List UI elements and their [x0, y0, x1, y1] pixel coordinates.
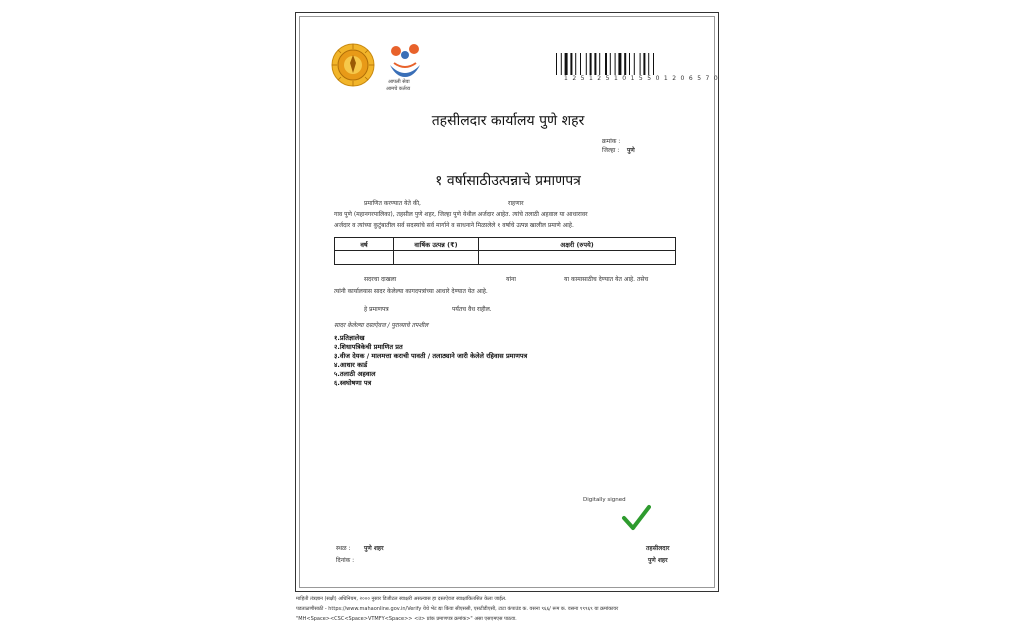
- barcode-bar: [610, 53, 611, 75]
- district-value: पुणे: [627, 147, 635, 154]
- barcode-bar: [575, 53, 576, 75]
- office-title: तहसीलदार कार्यालय पुणे शहर: [431, 113, 585, 129]
- certificate-page: [295, 12, 719, 592]
- body-line-1-left: प्रमाणित करण्यात येते की,: [364, 200, 421, 207]
- barcode-bar: [565, 53, 568, 75]
- body-line-3: अर्जदार व त्यांच्या कुटुंबातील सर्व सदस्यांचे सर्व मार्गाने व साधनाने मिळालेले १ वर्षाचे उत्पन्न खालील प्रमाणे आहे.: [334, 222, 574, 229]
- barcode-bar: [615, 53, 616, 75]
- after-line-2: त्यांनी कार्यालयास सादर केलेल्या कागदपत्रांच्या आधारे देण्यात येत आहे.: [334, 288, 488, 295]
- footer-line-3: "MH<Space><CSC<Space>VTMFY<Space>> <उ> प्रांक प्रमाणपत्र क्रमांक>" असा एसएमएस पाठवा.: [296, 616, 517, 622]
- check-icon: [621, 503, 651, 533]
- after-line-1b: यांना: [506, 276, 516, 283]
- list-item: ४.आधार कार्ड: [334, 361, 368, 369]
- validity-a: हे प्रमाणपत्र: [364, 306, 389, 313]
- barcode-bar: [618, 53, 621, 75]
- barcode-bar: [561, 53, 562, 75]
- table-cell: [335, 251, 394, 265]
- barcode-bar: [648, 53, 649, 75]
- table-cell: [394, 251, 479, 265]
- barcode-bar: [590, 53, 592, 75]
- signatory-place: पुणे शहर: [648, 557, 668, 564]
- barcode-bar: [605, 53, 607, 75]
- footer-line-2: पडताळणीसाठी - https://www.mahaonline.gov.in/Verify येथे भेट द्या किंवा सीएससी, एसटीडीएसी, टाटा कंपाउंड क. वसना ९६६/ रूम क. वसना ९९९६९ या क्रमांकावर: [296, 606, 619, 612]
- barcode-bar: [580, 53, 581, 75]
- barcode-bar: [634, 53, 635, 75]
- footer-line-1: माहिती तंत्रज्ञान (सक्षी) अधिनियम, २००० नुसार डिजीटल स्वाक्षरी असल्यास हा दस्तऐवज स्वाक्षांकितसित केला जाईल.: [296, 596, 507, 602]
- list-item: २.शिधापत्रिकेची प्रमाणित प्रत: [334, 343, 403, 351]
- barcode: [556, 53, 678, 75]
- table-cell: [479, 251, 676, 265]
- barcode-bar: [556, 53, 557, 75]
- number-label: क्रमांक :: [602, 138, 621, 145]
- barcode-bar: [653, 53, 654, 75]
- page-border: [299, 16, 715, 588]
- district-label: जिल्हा :: [602, 147, 620, 154]
- place-value: पुणे शहर: [364, 545, 384, 552]
- table-header-income: वार्षिक उत्पन्न (₹): [394, 238, 479, 251]
- list-item: ६.स्वघोषणा पत्र: [334, 379, 372, 387]
- logo-text-2: आमचे कर्तव्य: [386, 86, 411, 92]
- body-line-1-right: राहणार: [508, 200, 524, 207]
- body-line-2: गाव पुणे (महानगरपालिका), तहसील पुणे शहर, जिल्हा पुणे येथील अर्जदार आहेत. त्यांचे तलाठी अहवाल या आधारावर: [334, 211, 588, 218]
- maharashtra-seal-icon: [331, 43, 375, 87]
- date-label: दिनांक :: [336, 557, 355, 564]
- digitally-signed-label: Digitally signed: [583, 497, 626, 503]
- barcode-bar: [570, 53, 572, 75]
- place-label: स्थळ :: [336, 545, 351, 552]
- barcode-bar: [640, 53, 641, 75]
- documents-heading: सादर केलेल्या दस्तऐवज / पुराव्याचे तपशील: [334, 322, 429, 329]
- after-line-1a: सदरचा दाखला: [364, 276, 397, 283]
- barcode-bar: [599, 53, 600, 75]
- logo-text-1: आपली सेवा: [388, 79, 410, 85]
- barcode-number: 1 2 5 1 2 5 1 0 1 5 5 0 1 2 0 6 5 7 0: [564, 75, 719, 82]
- barcode-bar: [629, 53, 630, 75]
- table-header-words: अक्षरी (रुपये): [479, 238, 676, 251]
- list-item: १.प्रतिज्ञालेख: [334, 334, 365, 342]
- barcode-bar: [624, 53, 626, 75]
- income-table: [334, 237, 676, 265]
- barcode-bar: [586, 53, 587, 75]
- table-header-year: वर्ष: [335, 238, 394, 251]
- signatory-title: तहसीलदार: [646, 545, 670, 552]
- barcode-bar: [594, 53, 596, 75]
- barcode-bar: [643, 53, 645, 75]
- list-item: ५.तलाठी अहवाल: [334, 370, 376, 378]
- list-item: ३.वीज देयक / मालमत्ता कराची पावती / तलाठ्याने जारी केलेले रहिवास प्रमाणपत्र: [334, 352, 528, 360]
- validity-b: पर्यंतच वैध राहील.: [452, 306, 492, 313]
- after-line-1c: या कामासाठीच देण्यात येत आहे. तसेच: [564, 276, 649, 283]
- certificate-title: १ वर्षासाठीउत्पन्नाचे प्रमाणपत्र: [435, 173, 581, 189]
- table-row: [335, 251, 676, 265]
